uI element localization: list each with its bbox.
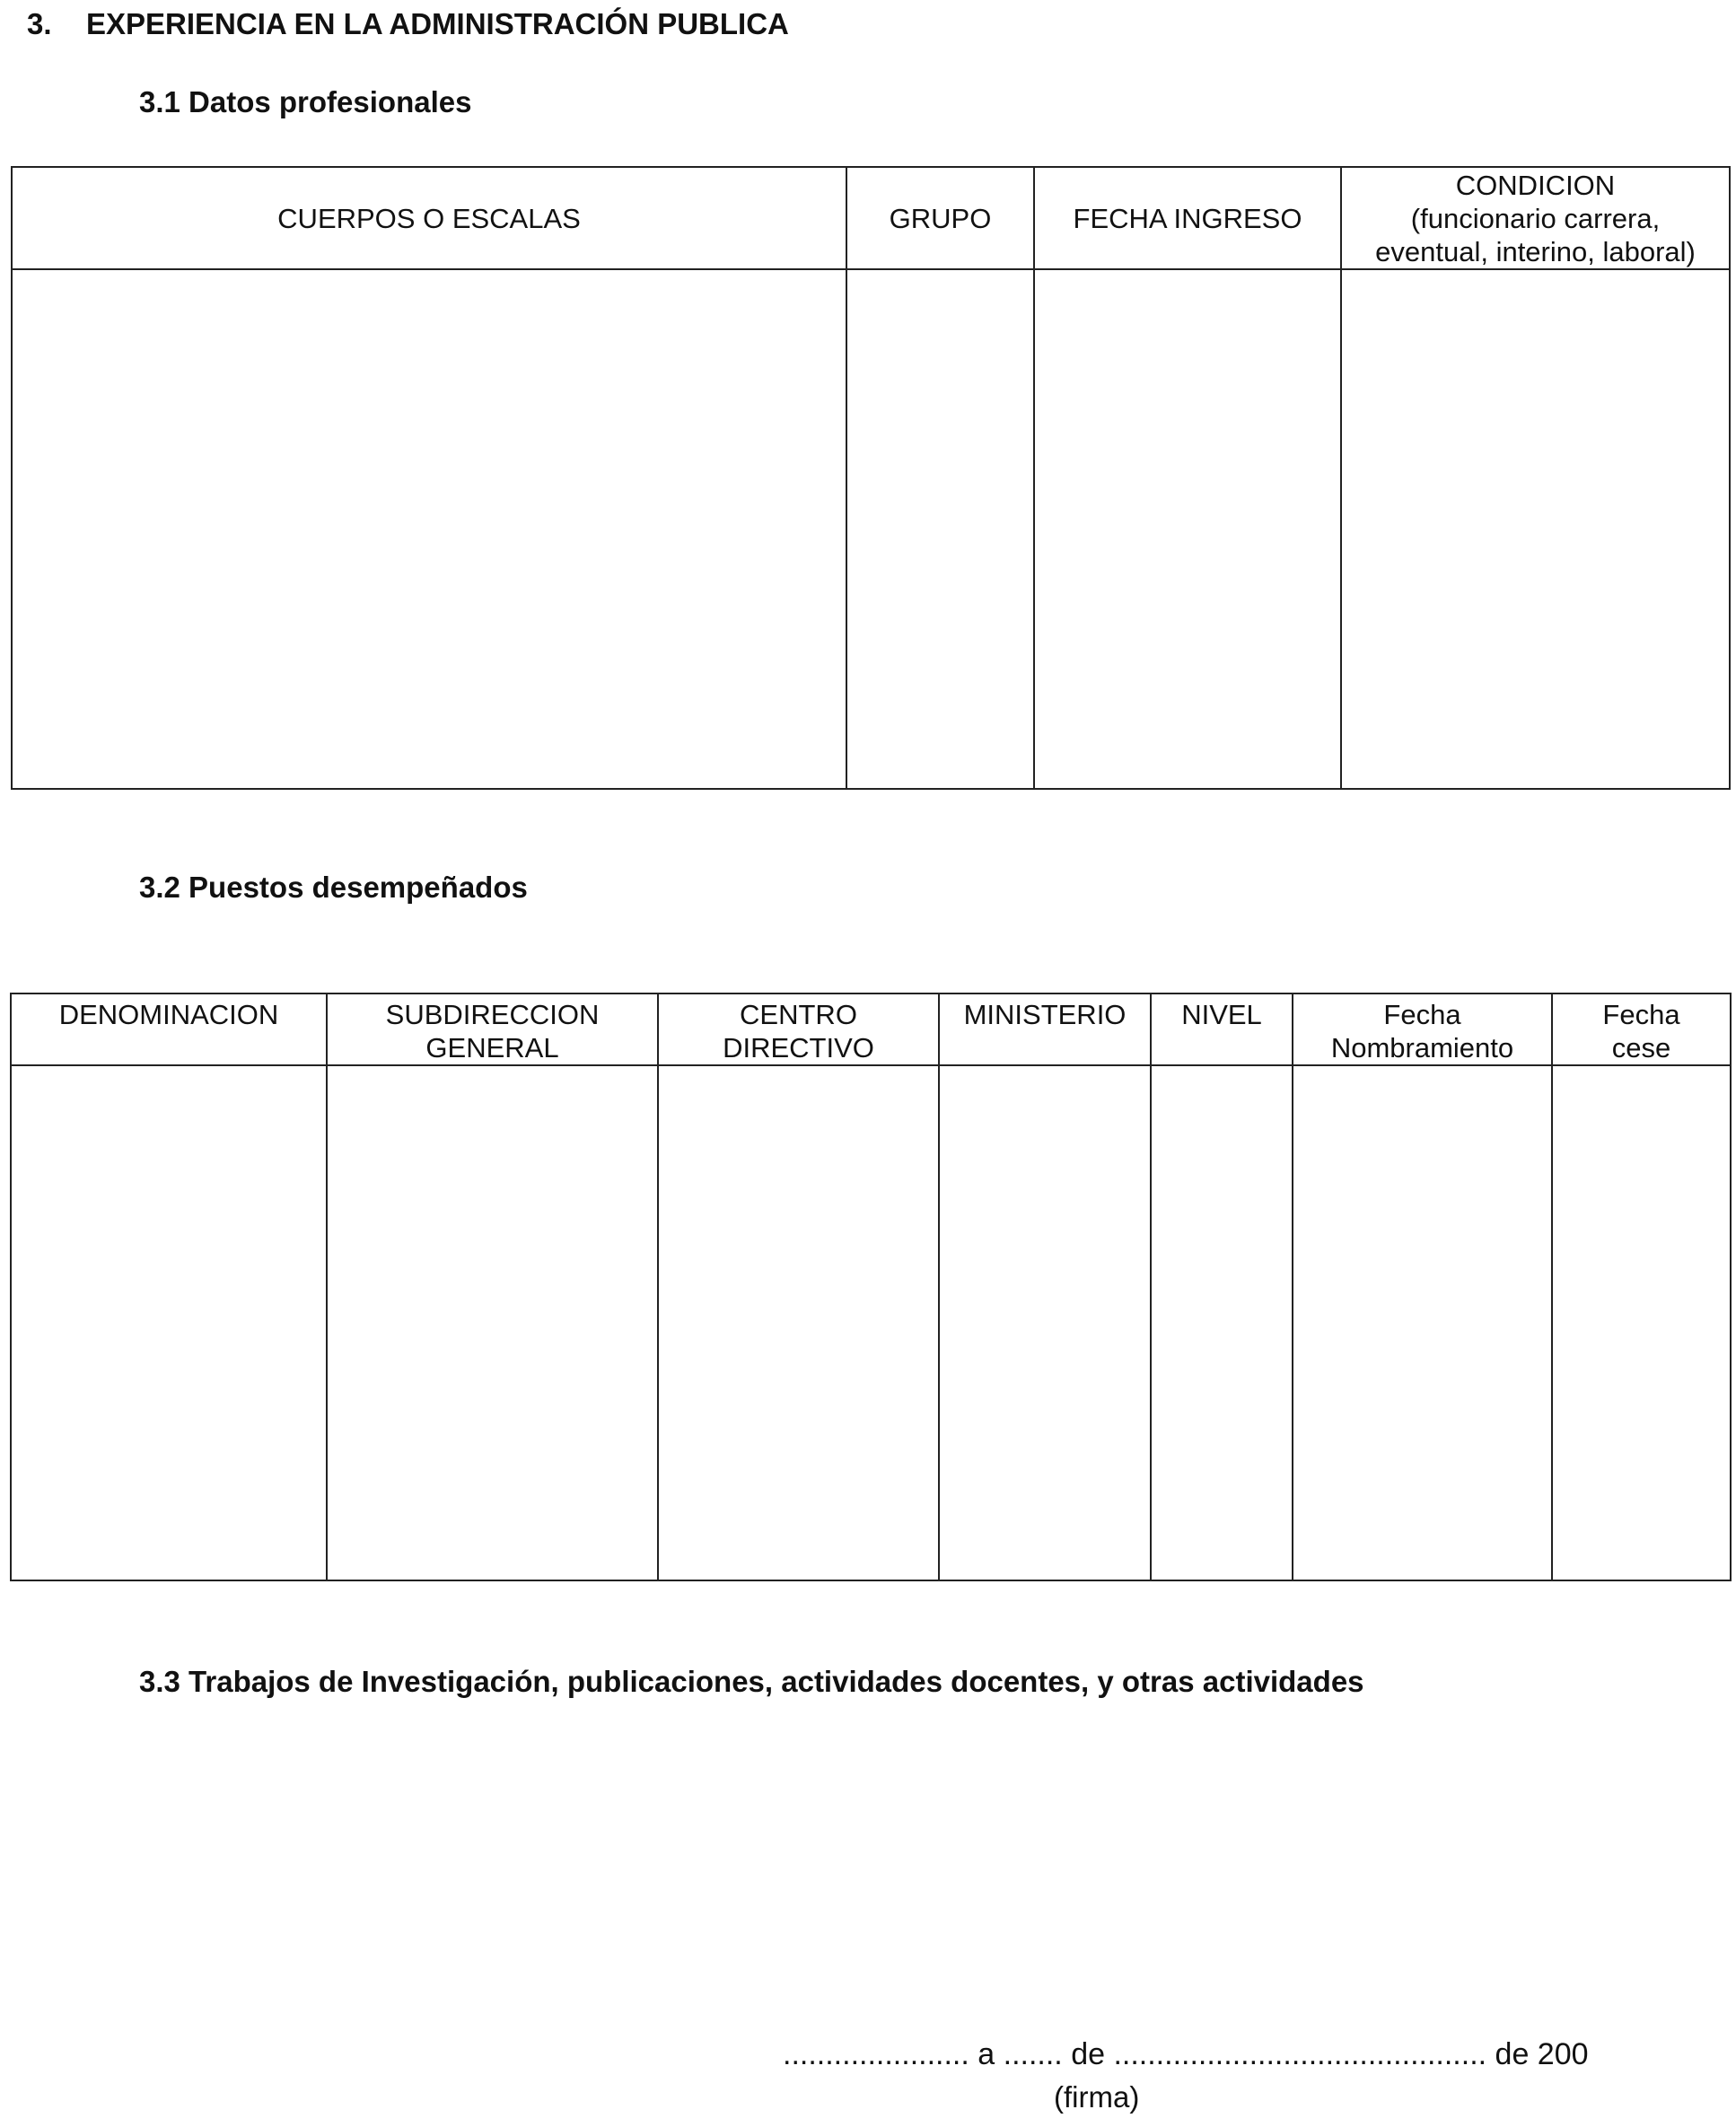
subsection-title-datos-profesionales: 3.1 Datos profesionales xyxy=(139,85,472,118)
section-title: EXPERIENCIA EN LA ADMINISTRACIÓN PUBLICA xyxy=(86,7,789,40)
header-subdireccion-line2: GENERAL xyxy=(425,1032,559,1064)
header-subdireccion-general xyxy=(327,993,658,1065)
header-fecha-nombramiento-line2: Nombramiento xyxy=(1330,1032,1514,1064)
cell-fecha-cese[interactable] xyxy=(1552,1065,1731,1580)
header-fecha-nombramiento-line1: Fecha xyxy=(1383,999,1461,1030)
cell-centro-directivo[interactable] xyxy=(658,1065,939,1580)
puestos-desempenados-table xyxy=(10,993,1732,1581)
section-heading xyxy=(27,7,789,41)
cell-fecha-nombramiento[interactable] xyxy=(1293,1065,1552,1580)
header-fecha-cese xyxy=(1552,993,1731,1065)
header-ministerio: MINISTERIO xyxy=(939,993,1151,1065)
header-fecha-cese-line2: cese xyxy=(1611,1032,1671,1064)
header-fecha-nombramiento xyxy=(1293,993,1552,1065)
cell-fecha-ingreso[interactable] xyxy=(1034,269,1341,789)
header-denominacion: DENOMINACION xyxy=(11,993,327,1065)
header-condicion-line2: (funcionario carrera, xyxy=(1410,202,1661,234)
header-condicion xyxy=(1341,167,1730,269)
cell-ministerio[interactable] xyxy=(939,1065,1151,1580)
header-nivel: NIVEL xyxy=(1151,993,1293,1065)
header-grupo: GRUPO xyxy=(846,167,1034,269)
header-condicion-line1: CONDICION xyxy=(1455,169,1616,201)
header-condicion-line3: eventual, interino, laboral) xyxy=(1375,235,1696,267)
subsection-title-trabajos-investigacion: 3.3 Trabajos de Investigación, publicaciones, actividades docentes, y otras actividades xyxy=(139,1665,1364,1698)
signature-label: (firma) xyxy=(1054,2080,1140,2114)
cell-denominacion[interactable] xyxy=(11,1065,327,1580)
header-centro-directivo xyxy=(658,993,939,1065)
cell-condicion[interactable] xyxy=(1341,269,1730,789)
header-cuerpos-escalas: CUERPOS O ESCALAS xyxy=(12,167,846,269)
signature-place-date-line: ...................... a ....... de ............................................ de 200 xyxy=(783,2037,1589,2071)
header-fecha-cese-line1: Fecha xyxy=(1602,999,1680,1030)
cell-cuerpos-escalas[interactable] xyxy=(12,269,846,789)
cell-subdireccion-general[interactable] xyxy=(327,1065,658,1580)
cell-grupo[interactable] xyxy=(846,269,1034,789)
section-number: 3. xyxy=(27,7,52,40)
subsection-title-puestos-desempenados: 3.2 Puestos desempeñados xyxy=(139,871,528,904)
header-subdireccion-line1: SUBDIRECCION xyxy=(385,999,600,1030)
datos-profesionales-table xyxy=(11,166,1731,790)
header-fecha-ingreso: FECHA INGRESO xyxy=(1034,167,1341,269)
header-centro-line1: CENTRO xyxy=(740,999,857,1030)
header-centro-line2: DIRECTIVO xyxy=(723,1032,874,1064)
cell-nivel[interactable] xyxy=(1151,1065,1293,1580)
